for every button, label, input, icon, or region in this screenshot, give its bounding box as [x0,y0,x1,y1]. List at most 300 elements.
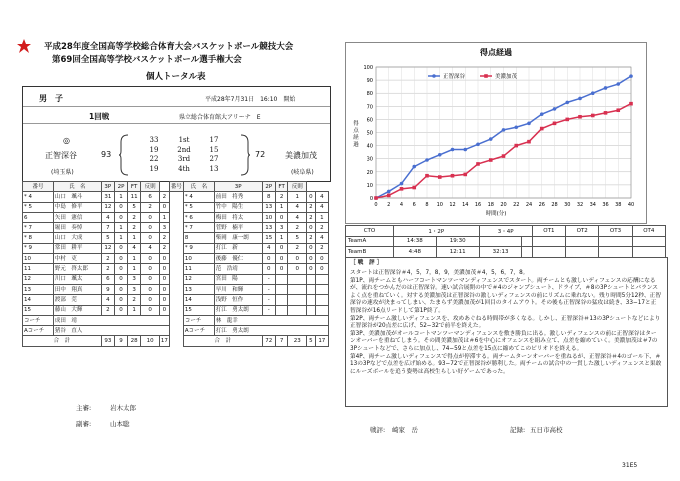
player-ft: 0 [141,223,160,233]
tournament-title: 平成28年度全国高等学校総合体育大会バスケットボール競技大会 [44,42,294,52]
x-tick-label: 40 [627,202,635,208]
player-fouls: 1 [159,212,169,222]
player-fouls: 0 [159,264,169,274]
player-name: 常田 耕平 [53,243,101,253]
player-points: - [262,284,275,294]
player-3p: 0 [275,254,288,264]
column-gap [169,274,183,284]
coach-label: コーチ [183,315,214,325]
quarter-bracket-left [119,134,129,176]
table-row [23,295,329,305]
coach-name: 成田 靖 [53,315,169,325]
data-point [412,165,416,169]
data-point [514,125,518,129]
player-3p: 1 [275,233,288,243]
player-3p: 0 [114,295,127,305]
data-point [387,190,391,194]
player-number: 6 [23,212,54,222]
player-fouls: 0 [159,284,169,294]
coach-label: Aコーチ [23,326,54,336]
championship-title: 第69回全国高等学校バスケットボール選手権大会 [52,55,242,65]
player-ft: 0 [307,243,316,253]
period-cell [599,247,632,258]
legend-label: 正智深谷 [443,74,466,80]
period-cell: 12:11 [436,247,479,258]
x-tick-label: 20 [500,202,507,208]
player-name: 田中 翔真 [53,284,101,294]
player-name: 梅田 将太 [214,212,262,222]
home-team-prefecture: (埼玉県) [51,169,74,176]
table-row [23,243,329,253]
player-2p: 2 [288,223,307,233]
player-points: 8 [262,192,275,202]
quarter-row: 33 1st 17 [149,136,219,144]
player-number: * 8 [23,233,54,243]
referee-name: 岩木太郎 [110,404,136,412]
player-number: 14 [23,295,54,305]
player-2p: 1 [128,233,141,243]
period-cell: TeamB [346,247,394,258]
player-ft: 0 [141,212,160,222]
player-name: 早川 和輝 [214,284,262,294]
table-row [23,192,329,202]
player-2p: 1 [128,254,141,264]
box-header-cell: FT [275,182,288,192]
data-point [425,158,429,162]
player-2p: 5 [288,233,307,243]
player-ft: 0 [141,264,160,274]
player-name: 中島 修平 [53,202,101,212]
player-points: 2 [101,254,114,264]
home-team-name: 正智深谷 [45,151,77,160]
period-cell [532,236,565,247]
player-fouls: 0 [159,295,169,305]
player-points: 5 [101,233,114,243]
player-3p: 1 [275,202,288,212]
data-point [476,162,480,166]
coach-name: 林 龍幸 [214,315,328,325]
player-points: 7 [101,223,114,233]
x-tick-label: 14 [462,202,469,208]
player-ft [307,295,316,305]
player-3p: 0 [114,274,127,284]
player-3p: 0 [275,264,288,274]
game-info-panel [22,86,331,182]
umpire-name: 山本聡 [110,420,130,428]
player-name: 野元 啓太郎 [53,264,101,274]
period-header-cell: 3・4P [479,226,532,237]
period-cell: 32:13 [479,247,522,258]
x-tick-label: 22 [513,202,520,208]
data-point [604,111,608,115]
legend-marker [432,74,436,78]
period-header-cell: CTO [346,226,394,237]
player-number: 14 [183,295,214,305]
player-2p [288,305,307,315]
player-fouls: 0 [159,202,169,212]
column-gap [169,202,183,212]
page-subtitle: 個人トータル表 [146,72,206,82]
data-point [604,86,608,90]
x-tick-label: 4 [399,202,404,208]
review-paragraph: 第2P、両チーム激しいディフェンスを、攻めあぐねる時間帯が多くなる。しかし、正智深谷＃13の3Pシュートなどにより正智深谷が20点差に広げ、52−32で前半を終えた。 [350,315,661,330]
period-cell [522,236,532,247]
box-header-cell: 氏 名 [183,182,214,192]
total-value: 23 [288,336,307,346]
data-point [578,97,582,101]
quarter-row: 19 2nd 15 [149,145,219,154]
player-name: 矢田 憲信 [53,212,101,222]
data-point [438,175,442,179]
period-cell [566,236,599,247]
player-fouls [315,274,328,284]
player-ft: 2 [307,202,316,212]
x-tick-label: 6 [412,202,416,208]
player-fouls: 0 [315,254,328,264]
player-name: 竹中 陽生 [214,202,262,212]
player-3p: 0 [114,202,127,212]
column-gap [169,315,183,325]
score-progress-chart [345,42,647,224]
division-label: 男 子 [39,94,63,103]
data-point [463,148,467,152]
round-label: 1回戦 [89,112,110,121]
player-fouls: 0 [315,264,328,274]
player-fouls [315,295,328,305]
column-gap [169,254,183,264]
player-name: 范 浩靖 [214,264,262,274]
period-cell [632,236,665,247]
away-team-name: 美濃加茂 [285,151,317,160]
player-fouls: 4 [315,202,328,212]
x-tick-label: 0 [374,202,378,208]
period-cell [522,247,532,258]
player-points: 31 [101,192,114,202]
player-fouls: 0 [159,254,169,264]
player-number: * 7 [183,223,214,233]
data-point [438,153,442,157]
chart-title: 得点経過 [480,48,512,57]
player-3p: 0 [275,212,288,222]
data-point [565,101,569,105]
player-3p: 1 [114,223,127,233]
data-point [578,115,582,119]
player-3p: 0 [114,243,127,253]
x-tick-label: 38 [615,202,622,208]
player-name: 山口 大成 [53,233,101,243]
table-row [23,284,329,294]
column-gap [169,192,183,202]
player-name: 中村 吏 [53,254,101,264]
x-tick-label: 8 [425,202,429,208]
player-3p: 1 [114,192,127,202]
column-gap [169,223,183,233]
player-points: 12 [101,243,114,253]
y-tick-label: 100 [363,65,373,71]
column-gap [169,326,183,336]
player-2p: 5 [128,202,141,212]
player-2p: 2 [128,223,141,233]
x-tick-label: 32 [576,202,584,208]
column-gap [169,264,183,274]
coach-name: 打江 勇太朗 [214,326,328,336]
player-number: 15 [183,305,214,315]
review-paragraph: 第3P、美濃加茂がオールコートマンツーマンディフェンスを敷き勝負に出る。激しいディフェンスの前に正智深谷はターンオーバーを重ねてしまう。その間美濃加茂は＃6を中心にオフェンスを組み立て、点差を縮めていく。美濃加茂は＃7の3Pシュートなどで、さらに加点し、74−59と点差を15点に縮めてこのピリオドを終える。 [350,330,658,352]
period-cell: 14:38 [393,236,436,247]
player-fouls: 2 [315,243,328,253]
table-row [23,264,329,274]
player-2p: 1 [288,192,307,202]
player-number: * 4 [23,192,54,202]
data-point [489,137,493,141]
player-fouls: 3 [159,223,169,233]
table-row [23,254,329,264]
column-gap [169,336,183,346]
player-number: 8 [183,233,214,243]
player-name: 山口 颯斗 [53,192,101,202]
period-header-cell: OT4 [632,226,665,237]
box-header-cell: 番号 [23,182,54,192]
total-value: 9 [114,336,127,346]
player-name: 菅野 楠平 [214,223,262,233]
player-ft: 2 [307,233,316,243]
box-header-cell: 2P [262,182,275,192]
player-ft: 2 [141,202,160,212]
coach-row [23,315,329,325]
x-tick-label: 12 [449,202,456,208]
period-cell [532,247,565,258]
period-header-cell: 1・2P [393,226,479,237]
player-2p: 2 [128,212,141,222]
game-review-panel [345,257,668,407]
player-2p: 3 [128,284,141,294]
data-point [629,74,633,78]
player-3p: 0 [114,254,127,264]
player-points: - [262,295,275,305]
column-gap [169,305,183,315]
total-row [23,336,329,346]
player-fouls: 2 [159,233,169,243]
player-number: 11 [183,264,214,274]
data-point [616,82,620,86]
period-cell [566,247,599,258]
player-name: 打江 新 [214,243,262,253]
player-2p: 2 [288,243,307,253]
data-point [540,112,544,116]
data-point [591,91,595,95]
player-points: 13 [262,202,275,212]
x-tick-label: 34 [589,202,596,208]
data-point [527,140,531,144]
coach-label: Aコーチ [183,326,214,336]
away-score: 72 [255,150,266,159]
reporter-label: 戦評: [370,426,386,434]
y-tick-label: 60 [366,117,373,124]
data-point [400,187,404,191]
period-cell [599,236,632,247]
period-header-row [346,226,666,237]
x-axis-label: 時間(分) [485,211,507,217]
player-fouls: 2 [159,192,169,202]
player-ft: 6 [141,192,160,202]
legend-marker [484,74,488,78]
box-header-cell: 番号 [169,182,183,192]
y-axis-label-char: 点 [353,128,359,134]
player-name: 藤山 大輝 [53,305,101,315]
quarter-scores [143,136,238,174]
player-points: 4 [101,212,114,222]
player-points: - [262,305,275,315]
data-point [412,186,416,190]
player-fouls: 2 [315,223,328,233]
player-fouls: 4 [315,192,328,202]
box-score-table [22,181,329,347]
player-ft: 0 [307,264,316,274]
player-ft: 0 [141,233,160,243]
column-gap [169,212,183,222]
player-3p [275,274,288,284]
player-name: 堀田 奏悼 [53,223,101,233]
quarter-row: 19 4th 13 [149,164,219,173]
column-gap [169,295,183,305]
quarter-bracket-right [240,134,250,176]
column-gap [169,233,183,243]
period-cell: TeamA [346,236,394,247]
player-ft: 4 [141,243,160,253]
y-tick-label: 70 [366,104,373,111]
box-header-cell: 3P [214,182,262,192]
venue-label: 県立総合体育館大アリーナ E [179,114,261,121]
total-value: 17 [315,336,328,346]
review-body [350,270,662,376]
period-header-cell: OT2 [566,226,599,237]
data-point [540,127,544,131]
player-points: 4 [262,243,275,253]
player-number: 15 [23,305,54,315]
player-points: 0 [262,254,275,264]
table-row [23,305,329,315]
player-ft: 2 [307,212,316,222]
player-points: 2 [101,305,114,315]
player-number: * 6 [183,212,214,222]
player-number: 13 [183,284,214,294]
player-name: 浅野 恒作 [214,295,262,305]
player-3p: 0 [114,284,127,294]
data-point [553,107,557,111]
player-ft: 0 [307,192,316,202]
player-number: * 7 [23,223,54,233]
player-2p [288,284,307,294]
table-row [23,223,329,233]
player-name: 打江 勇太朗 [214,305,262,315]
total-value: 7 [275,336,288,346]
player-number: * 5 [23,202,54,212]
x-tick-label: 36 [602,202,609,208]
umpire-label: 副審: [76,420,92,428]
player-3p: 2 [275,192,288,202]
y-tick-label: 30 [366,156,373,163]
y-tick-label: 10 [366,182,373,189]
y-axis-label-char: 得 [353,121,359,127]
game-datetime: 平成28年7月31日 16:10 開始 [205,96,296,103]
player-points: 6 [101,274,114,284]
player-name: 宮田 陽 [214,274,262,284]
assistant-coach-row [23,326,329,336]
data-point [591,114,595,118]
x-tick-label: 30 [564,202,571,208]
box-header-cell: FT [128,182,141,192]
player-fouls: 1 [315,212,328,222]
data-point [476,142,480,146]
player-number: 10 [23,254,54,264]
player-2p: 0 [288,264,307,274]
player-2p: 1 [128,305,141,315]
period-table [345,225,666,258]
data-point [502,128,506,132]
period-teamA-row [346,236,666,247]
player-2p: 2 [128,295,141,305]
box-header-cell: 3P [101,182,114,192]
review-heading: ［ 戦 評 ］ [350,260,383,266]
player-points: 4 [101,295,114,305]
player-3p: 1 [114,233,127,243]
player-points: 12 [101,202,114,212]
y-tick-label: 80 [366,91,373,98]
player-3p [275,295,288,305]
column-gap [169,243,183,253]
y-tick-label: 50 [366,130,373,137]
player-points: 0 [262,264,275,274]
y-tick-label: 0 [369,196,373,202]
player-2p [288,295,307,305]
player-number: 10 [183,254,214,264]
player-points: 9 [101,284,114,294]
y-tick-label: 20 [366,169,373,176]
data-point [527,122,531,126]
column-gap [169,284,183,294]
review-paragraph: スタートは正智深谷＃4，5，7，8，9，美濃加茂＃4，5，6，7，8。 [350,270,529,276]
x-tick-label: 24 [525,202,533,208]
total-value: 28 [128,336,141,346]
total-value: 10 [141,336,160,346]
player-name: 柴岡 康一朗 [214,233,262,243]
data-point [451,148,455,152]
data-point [451,174,455,178]
data-point [565,118,569,122]
x-tick-label: 10 [436,202,443,208]
player-name: 前田 将秀 [214,192,262,202]
coach-label: コーチ [23,315,54,325]
player-2p: 4 [288,212,307,222]
score-progress-svg [346,43,646,223]
player-2p [288,274,307,284]
data-point [374,196,378,200]
player-fouls [315,305,328,315]
period-header-cell: OT1 [532,226,565,237]
player-ft: 0 [307,223,316,233]
player-ft: 0 [141,295,160,305]
y-tick-label: 90 [366,78,373,85]
coach-name: 猪谷 直人 [53,326,169,336]
period-teamB-row [346,247,666,258]
player-ft: 0 [307,254,316,264]
player-ft [307,305,316,315]
player-ft: 0 [141,254,160,264]
player-fouls: 0 [159,305,169,315]
player-points: - [262,274,275,284]
player-2p: 0 [288,254,307,264]
player-name: 渡部 莞 [53,295,101,305]
